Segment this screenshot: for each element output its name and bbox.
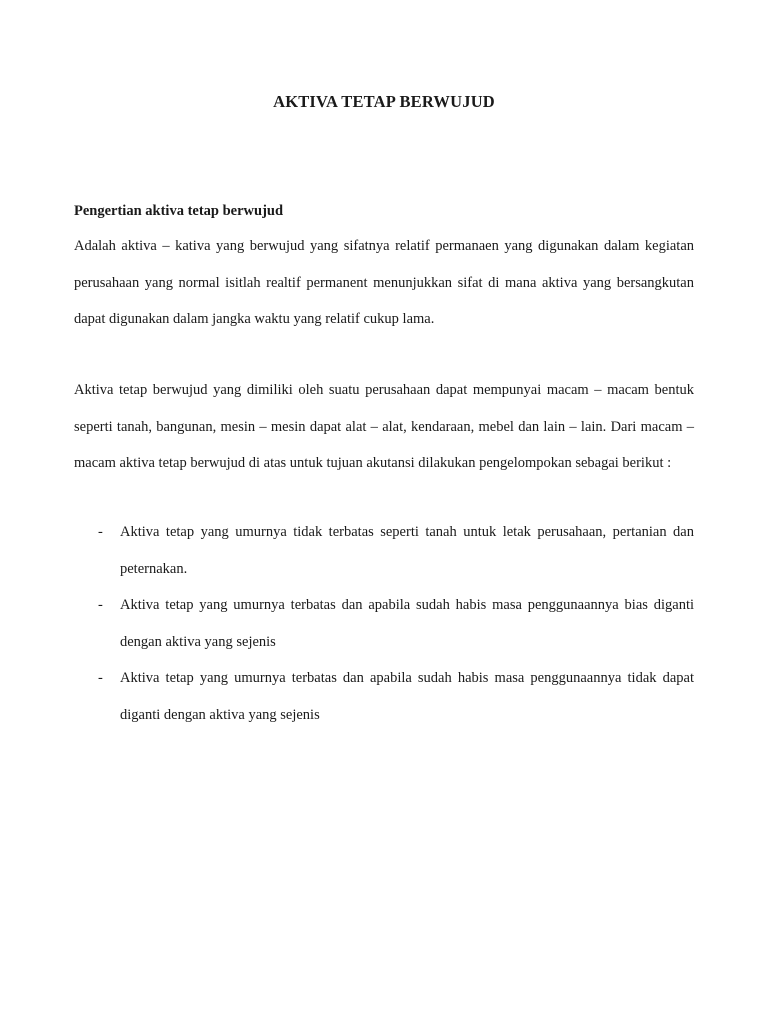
paragraph-classification: Aktiva tetap berwujud yang dimiliki oleh suatu perusahaan dapat mempunyai macam – macam bentuk seperti tanah, bangunan, mesin – mesin dapat alat – alat, kendaraan, mebel dan lain – lain. Dari macam – macam aktiva tetap berwujud di atas untuk tujuan akutansi dilakukan pengelompokan sebagai berikut : xyxy=(74,382,694,471)
bullet-marker: - xyxy=(98,670,103,686)
list-item xyxy=(74,660,694,733)
list-item-text: Aktiva tetap yang umurnya terbatas dan apabila sudah habis masa penggunaannya bias diganti dengan aktiva yang sejenis xyxy=(120,597,694,650)
section-heading: Pengertian aktiva tetap berwujud xyxy=(74,203,284,219)
list-item xyxy=(74,587,694,660)
document-title: AKTIVA TETAP BERWUJUD xyxy=(273,92,495,111)
bullet-marker: - xyxy=(98,597,103,613)
list-item xyxy=(74,514,694,587)
list-item-text: Aktiva tetap yang umurnya terbatas dan apabila sudah habis masa penggunaannya tidak dapat diganti dengan aktiva yang sejenis xyxy=(120,670,694,723)
classification-list xyxy=(74,514,694,733)
list-item-text: Aktiva tetap yang umurnya tidak terbatas seperti tanah untuk letak perusahaan, pertanian dan peternakan. xyxy=(120,524,694,577)
paragraph-definition: Adalah aktiva – kativa yang berwujud yang sifatnya relatif permanaen yang digunakan dalam kegiatan perusahaan yang normal isitlah realtif permanent menunjukkan sifat di mana aktiva yang bersangkutan dapat digunakan dalam jangka waktu yang relatif cukup lama. xyxy=(74,238,694,327)
bullet-marker: - xyxy=(98,524,103,540)
